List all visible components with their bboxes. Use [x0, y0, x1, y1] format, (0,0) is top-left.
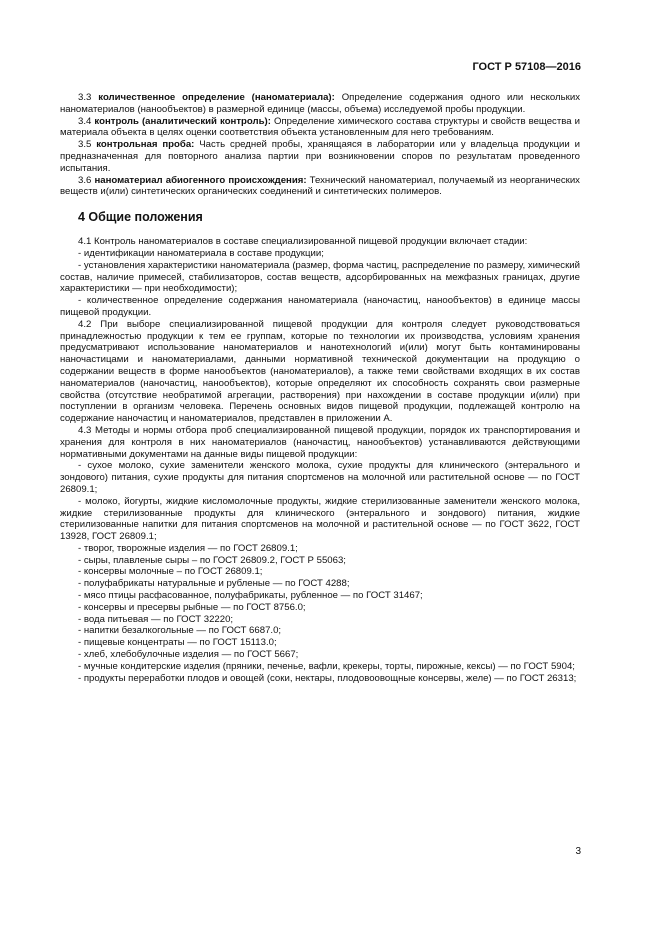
list-item: - пищевые концентраты — по ГОСТ 15113.0;	[78, 637, 277, 649]
list-item: - продукты переработки плодов и овощей (соки, нектары, плодовоовощные консервы, желе) — по ГОСТ 26313;	[78, 672, 577, 684]
list-item: - сухое молоко, сухие заменители женского молока, сухие продукты для клинического (энтерального и зондового) питания, сухие продукты для питания спортсменов на молочной или растительной основе — по ГОСТ 26809.1;	[60, 460, 580, 495]
definition-text: Определение химического состава структуры и свойств вещества и материала объекта в целях оценки соответствия объекта установленным для него требованиям.	[60, 115, 580, 139]
paragraph: 4.3 Методы и нормы отбора проб специализированной пищевой продукции, порядок их транспортирования и хранения для контроля в них наноматериалов (наночастиц, нанообъектов) устанавливаются действующими нормативными документами на данные виды пищевой продукции:	[60, 424, 580, 460]
list-item: - консервы и пресервы рыбные — по ГОСТ 8756.0;	[78, 601, 306, 613]
list-item: - напитки безалкогольные — по ГОСТ 6687.0;	[78, 625, 282, 637]
list-item: - мясо птицы расфасованное, полуфабрикаты, рубленное — по ГОСТ 31467;	[78, 590, 423, 602]
definition-term: контроль (аналитический контроль):	[94, 115, 271, 127]
definition-number: 3.3	[78, 92, 92, 103]
list-item: - идентификации наноматериала в составе продукции;	[78, 247, 324, 259]
paragraph: 4.1 Контроль наноматериалов в составе специализированной пищевой продукции включает стадии:	[78, 236, 528, 248]
document-id: ГОСТ Р 57108—2016	[472, 61, 581, 73]
list-item: - консервы молочные – по ГОСТ 26809.1;	[78, 566, 263, 578]
definition-3-3	[60, 92, 580, 116]
list-item: - установления характеристики наноматериала (размер, форма частиц, распределение по размеру, химический состав, наличие примесей, стабилизаторов, состав веществ, адсорбированных на межфазных границах, другие характеристики — при необходимости);	[60, 259, 580, 295]
definition-text: Определение содержания одного или нескольких наноматериалов (нанообъектов) в размерной единице (массы, объема) исследуемой пробы продукции.	[60, 92, 581, 115]
definition-term: контрольная проба:	[96, 139, 195, 151]
list-item: - мучные кондитерские изделия (пряники, печенье, вафли, крекеры, торты, пирожные, кексы) — по ГОСТ 5904;	[78, 660, 575, 672]
list-item: - количественное определение содержания наноматериала (наночастиц, нанообъектов) в единице массы пищевой продукции.	[60, 295, 580, 318]
list-item: - полуфабрикаты натуральные и рубленые — по ГОСТ 4288;	[78, 578, 350, 590]
definition-3-5	[60, 139, 580, 174]
list-item: - хлеб, хлебобулочные изделия — по ГОСТ 5667;	[78, 649, 299, 661]
definition-term: наноматериал абиогенного происхождения:	[94, 174, 307, 186]
definition-number: 3.6	[78, 174, 92, 186]
page-number: 3	[575, 846, 581, 857]
definition-3-4	[60, 116, 580, 140]
definition-text: Технический наноматериал, получаемый из неорганических веществ и(или) синтетических органических соединений и синтетических полимеров.	[60, 174, 580, 198]
page-content	[60, 92, 580, 684]
section-heading: 4 Общие положения	[78, 210, 203, 225]
list-item: - творог, творожные изделия — по ГОСТ 26809.1;	[78, 542, 298, 554]
list-item: - вода питьевая — по ГОСТ 32220;	[78, 613, 234, 625]
definition-3-6	[60, 175, 580, 199]
paragraph: 4.2 При выборе специализированной пищевой продукции для контроля следует руководствоваться принадлежностью продукции к тем ее группам, которые по технологии их производства, условиям хранения предусматривают использование наноматериалов и нанотехнологий и(или) могут быть контаминированы наночастицами и наноматериалами, данными нормативной технической документации на продукцию о содержании веществ в форме нанообъектов (наноматериалов), а также теми свойствами входящих в их состав наноматериалов (наночастиц, нанообъектов), которые определяют их способность сохранять свои размерные свойства (отсутствие необратимой агрегации, растворения) при нахождении в составе продукции и(или) при поступлении в организм человека. Перечень основных видов пищевой продукции, подлежащей контролю на содержание наночастиц и наноматериалов, представлен в приложении А.	[60, 318, 580, 425]
definition-number: 3.5	[78, 139, 92, 151]
definition-term: количественное определение (наноматериала):	[98, 92, 335, 103]
list-item: - молоко, йогурты, жидкие кисломолочные продукты, жидкие стерилизованные заменители женского молока, жидкие стерилизованные продукты для клинического (энтерального и зондового) питания, жидкие стерилизованные напитки для питания спортсменов на молочной и растительной основе — по ГОСТ 3622, ГОСТ 13928, ГОСТ 26809.1;	[60, 495, 580, 543]
definition-text: Часть средней пробы, хранящаяся в лаборатории или у владельца продукции и предназначенная для повторного анализа партии при возникновении споров по результатам проведенного испытания.	[60, 139, 580, 174]
list-item: - сыры, плавленые сыры – по ГОСТ 26809.2, ГОСТ Р 55063;	[78, 554, 346, 566]
definition-number: 3.4	[78, 115, 92, 127]
